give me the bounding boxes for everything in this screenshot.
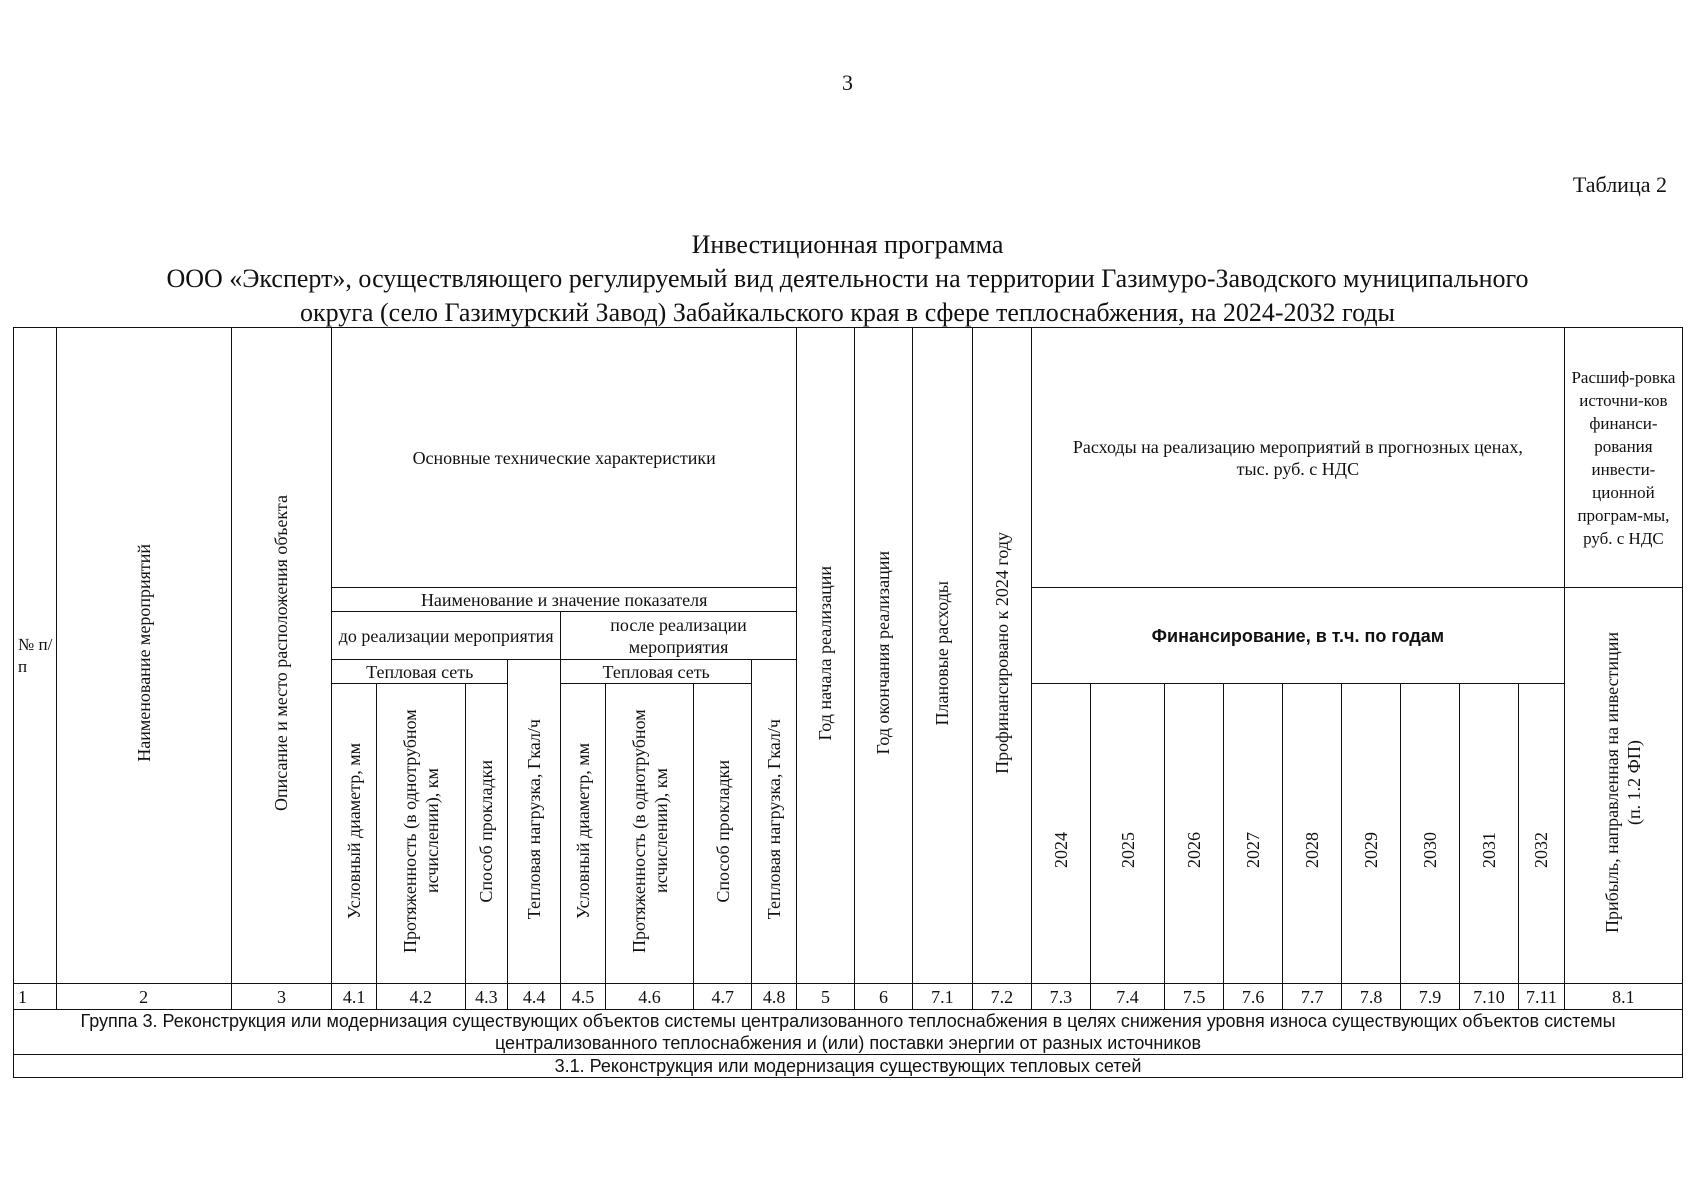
column-number: 7.4 (1090, 984, 1164, 1010)
title-line-1: Инвестиционная программа (691, 230, 1004, 259)
header-load-before: Тепловая нагрузка, Гкал/ч (508, 660, 561, 984)
column-number: 1 (14, 984, 57, 1010)
header-end-year: Год окончания реализации (854, 328, 912, 984)
column-number: 7.3 (1031, 984, 1090, 1010)
header-start-year: Год начала реализации (797, 328, 855, 984)
header-year-2028: 2028 (1283, 684, 1342, 984)
header-planned-costs: Плановые расходы (912, 328, 972, 984)
column-number: 7.5 (1165, 984, 1224, 1010)
column-number: 4.3 (465, 984, 508, 1010)
column-number: 7.7 (1283, 984, 1342, 1010)
header-before: до реализации мероприятия (332, 612, 561, 660)
header-diameter-before: Условный диаметр, мм (332, 684, 377, 984)
title-line-3: округа (село Газимурский Завод) Забайкальского края в сфере теплоснабжения, на 2024-2032 годы (299, 298, 1396, 327)
document-title (0, 228, 1695, 330)
header-funding-sources: Расшиф-ровка источни-ков финанси-рования инвести-ционной програм-мы, руб. с НДС (1564, 328, 1682, 588)
header-costs: Расходы на реализацию мероприятий в прогнозных ценах, тыс. руб. с НДС (1031, 328, 1564, 588)
column-number-row (14, 984, 1683, 1010)
title-line-2: ООО «Эксперт», осуществляющего регулируемый вид деятельности на территории Газимуро-Заводского муниципального (166, 264, 1529, 293)
header-network-before: Тепловая сеть (332, 660, 508, 684)
header-object-description: Описание и место расположения объекта (231, 328, 332, 984)
column-number: 4.2 (377, 984, 465, 1010)
header-year-2024: 2024 (1031, 684, 1090, 984)
header-length-before: Протяженность (в однотрубном исчислении), км (377, 684, 465, 984)
header-load-after: Тепловая нагрузка, Гкал/ч (752, 660, 797, 984)
column-number: 4.8 (752, 984, 797, 1010)
column-number: 7.2 (972, 984, 1031, 1010)
header-financing: Финансирование, в т.ч. по годам (1031, 588, 1564, 684)
header-laying-before: Способ прокладки (465, 684, 508, 984)
header-after: после реализации мероприятия (561, 612, 797, 660)
header-profit: Прибыль, направленная на инвестиции (п. 1.2 ФП) (1564, 588, 1682, 984)
header-indicator: Наименование и значение показателя (332, 588, 797, 612)
column-number: 4.4 (508, 984, 561, 1010)
header-year-2025: 2025 (1090, 684, 1164, 984)
column-number: 5 (797, 984, 855, 1010)
column-number: 7.8 (1342, 984, 1401, 1010)
column-number: 7.6 (1224, 984, 1283, 1010)
subgroup-3-1-row: 3.1. Реконструкция или модернизация существующих тепловых сетей (14, 1055, 1683, 1078)
column-number: 3 (231, 984, 332, 1010)
column-number: 7.11 (1519, 984, 1565, 1010)
column-number: 4.6 (605, 984, 693, 1010)
column-number: 4.5 (561, 984, 606, 1010)
header-diameter-after: Условный диаметр, мм (561, 684, 606, 984)
column-number: 4.7 (694, 984, 752, 1010)
page-number: 3 (842, 70, 853, 95)
header-year-2030: 2030 (1401, 684, 1460, 984)
header-year-2029: 2029 (1342, 684, 1401, 984)
header-year-2027: 2027 (1224, 684, 1283, 984)
group-3-row: Группа 3. Реконструкция или модернизация существующих объектов системы централизованного теплоснабжения в целях снижения уровня износа существующих объектов системы централизованного теплоснабжения и (или) поставки энергии от разных источников (14, 1010, 1683, 1055)
header-year-2032: 2032 (1519, 684, 1565, 984)
header-year-2026: 2026 (1165, 684, 1224, 984)
header-length-after: Протяженность (в однотрубном исчислении), км (605, 684, 693, 984)
investment-table (13, 327, 1683, 1078)
column-number: 6 (854, 984, 912, 1010)
column-number: 4.1 (332, 984, 377, 1010)
header-event-name: Наименование мероприятий (56, 328, 231, 984)
column-number: 7.1 (912, 984, 972, 1010)
header-year-2031: 2031 (1460, 684, 1519, 984)
column-number: 2 (56, 984, 231, 1010)
column-number: 7.10 (1460, 984, 1519, 1010)
header-tech-characteristics: Основные технические характеристики (332, 328, 797, 588)
header-prefinanced: Профинансировано к 2024 году (972, 328, 1031, 984)
header-network-after: Тепловая сеть (561, 660, 752, 684)
header-laying-after: Способ прокладки (694, 684, 752, 984)
column-number: 8.1 (1564, 984, 1682, 1010)
header-number: № п/п (14, 328, 57, 984)
column-number: 7.9 (1401, 984, 1460, 1010)
table-label: Таблица 2 (1572, 172, 1667, 197)
